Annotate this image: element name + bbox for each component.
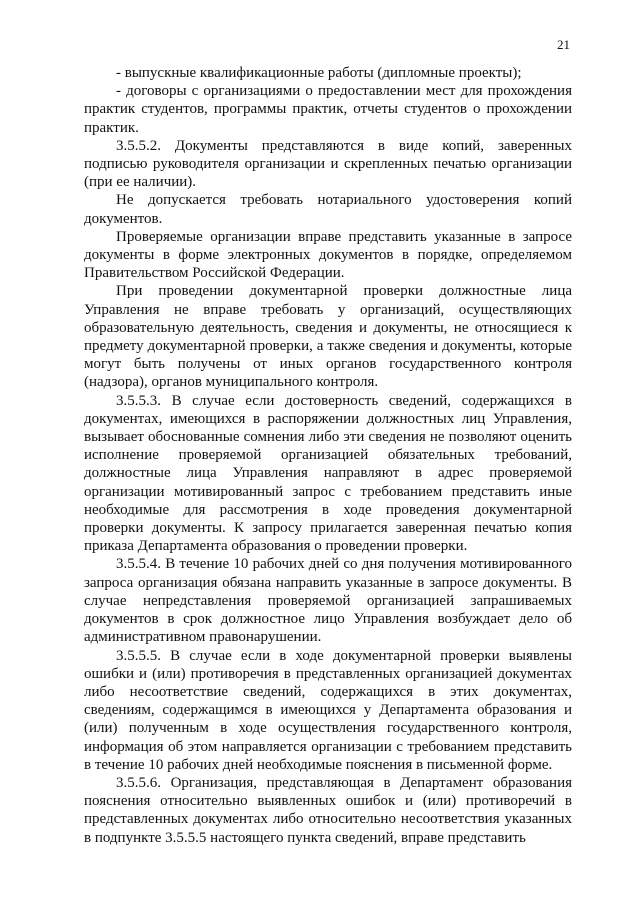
paragraph-3-5-5-6: 3.5.5.6. Организация, представляющая в Департамент образования пояснения относительно выявленных ошибок и (или) противоречий в представленных документах либо относительно несоответствия указанных в подпункте 3.5.5.5 настоящего пункта сведений, вправе представить	[84, 774, 572, 846]
page-number: 21	[557, 37, 570, 52]
paragraph-3-5-5-5: 3.5.5.5. В случае если в ходе документарной проверки выявлены ошибки и (или) противоречия в представленных организацией документах либо несоответствие сведений, содержащихся в этих документах, сведениям, содержащимся в имеющихся у Департамента образования и (или) полученным в ходе осуществления государственного контроля, информация об этом направляется организации с требованием представить в течение 10 рабочих дней необходимые пояснения в письменной форме.	[84, 647, 572, 773]
paragraph-list-item-contracts: - договоры с организациями о предоставлении мест для прохождения практик студентов, программы практик, отчеты студентов о прохождении практик.	[84, 83, 572, 136]
paragraph-3-5-5-4: 3.5.5.4. В течение 10 рабочих дней со дня получения мотивированного запроса организация обязана направить указанные в запросе документы. В случае непредставления проверяемой организацией запрашиваемых документов в срок должностное лицо Управления возбуждает дело об административном правонарушении.	[84, 556, 572, 646]
document-body	[84, 64, 572, 847]
paragraph-list-item-theses: - выпускные квалификационные работы (дипломные проекты);	[116, 65, 522, 81]
paragraph-officials-restrictions: При проведении документарной проверки должностные лица Управления не вправе требовать у организаций, осуществляющих образовательную деятельность, сведения и документы, не относящиеся к предмету документарной проверки, а также сведения и документы, которые могут быть получены от иных органов государственного контроля (надзора), органов муниципального контроля.	[84, 283, 572, 391]
paragraph-3-5-5-3: 3.5.5.3. В случае если достоверность сведений, содержащихся в документах, имеющихся в распоряжении должностных лиц Управления, вызывает обоснованные сомнения либо эти сведения не позволяют оценить исполнение проверяемой организацией обязательных требований, должностные лица Управления направляют в адрес проверяемой организации мотивированный запрос с требованием представить иные необходимые для рассмотрения в ходе проведения документарной проверки документы. К запросу прилагается заверенная печатью копия приказа Департамента образования о проведении проверки.	[84, 392, 572, 555]
paragraph-notary-prohibition: Не допускается требовать нотариального удостоверения копий документов.	[84, 192, 572, 227]
paragraph-3-5-5-2: 3.5.5.2. Документы представляются в виде копий, заверенных подписью руководителя организации и скрепленных печатью организации (при ее наличии).	[84, 137, 572, 191]
paragraph-electronic-documents: Проверяемые организации вправе представить указанные в запросе документы в форме электронных документов в порядке, определяемом Правительством Российской Федерации.	[84, 228, 572, 282]
